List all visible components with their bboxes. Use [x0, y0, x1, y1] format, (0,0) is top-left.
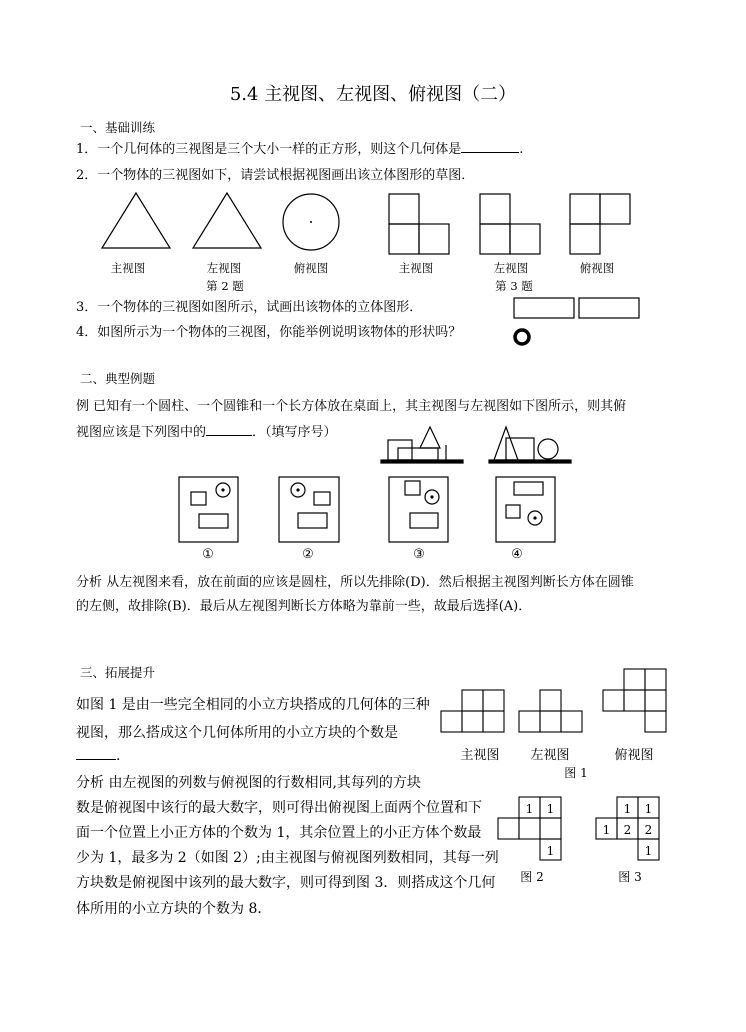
option-1-label: ①: [202, 547, 214, 562]
example-analysis-line-2: 的左侧，故排除(B)．最后从左视图判断长方体略为靠前一些，故最后选择(A)．: [76, 599, 532, 614]
question-1-end: .: [519, 142, 524, 157]
fig2-number: 1: [546, 802, 555, 816]
analysis-line-2: 数是俯视图中该行的最大数字，则可得出俯视图上面两个位置和下: [76, 800, 482, 816]
fig1-label-side: 左视图: [530, 748, 570, 763]
fig3-number: 2: [644, 823, 653, 837]
analysis-line-6: 体所用的小立方块的个数为 8．: [76, 901, 272, 917]
fig3-number: 1: [623, 802, 632, 816]
fig-label-top-2: 俯视图: [579, 261, 615, 275]
question-2: 2．一个物体的三视图如下，请尝试根据视图画出该立体图形的草图．: [76, 168, 475, 183]
fig1-front-view: [441, 690, 504, 732]
fig3-number: 1: [602, 823, 611, 837]
question-4: 4．如图所示为一个物体的三视图，你能举例说明该物体的形状吗？: [76, 325, 462, 340]
fig-label-top-1: 俯视图: [293, 261, 329, 275]
analysis-line-4: 少为 1，最多为 2（如图 2）;由主视图与俯视图列数相同，其每一列: [76, 850, 499, 866]
page-title: 5.4 主视图、左视图、俯视图（二）: [229, 84, 517, 105]
fig1-label-front: 主视图: [460, 748, 500, 763]
problem-line-3-end: .: [116, 748, 121, 764]
fig2-number: 1: [546, 844, 555, 858]
caption-question-3: 第 3 题: [495, 279, 533, 293]
fig1-side-view: [519, 690, 582, 732]
analysis-line-3: 面一个位置上小正方体的个数为 1，其余位置上的小正方体个数最: [76, 825, 482, 841]
example-line-2-end: ．（填写序号）: [252, 425, 337, 440]
option-3-label: ③: [413, 547, 425, 562]
fig3-number: 1: [644, 802, 653, 816]
fig3-caption: 图 3: [618, 870, 642, 884]
fig-label-front-2: 主视图: [398, 261, 434, 275]
fig1-caption: 图 1: [564, 766, 588, 780]
fig-label-side-1: 左视图: [206, 261, 242, 275]
option-2-label: ②: [302, 547, 314, 562]
example-line-1: 例 已知有一个圆柱、一个圆锥和一个长方体放在桌面上，其主视图与左视图如下图所示，则其俯: [76, 399, 627, 414]
fig3-number: 2: [623, 823, 632, 837]
analysis-line-1: 分析 由左视图的列数与俯视图的行数相同,其每列的方块: [76, 775, 421, 791]
fig1-top-view: [603, 669, 666, 732]
section-3-heading: 三、拓展提升: [80, 665, 156, 680]
example-analysis-line-1: 分析 从左视图来看，放在前面的应该是圆柱，所以先排除(D)．然后根据主视图判断长方体在圆锥: [76, 575, 634, 590]
question-1-text: 1．一个几何体的三视图是三个大小一样的正方形，则这个几何体是: [76, 142, 462, 157]
section-2-heading: 二、典型例题: [80, 371, 156, 386]
fig2-caption: 图 2: [520, 870, 544, 884]
problem-line-1: 如图 1 是由一些完全相同的小立方块搭成的几何体的三种: [76, 697, 430, 713]
section-1-heading: 一、基础训练: [80, 120, 156, 135]
caption-question-2: 第 2 题: [206, 279, 244, 293]
example-line-2-text: 视图应该是下列图中的: [76, 425, 207, 440]
question-3: 3．一个物体的三视图如图所示，试画出该物体的立体图形．: [76, 300, 423, 315]
problem-line-2: 视图，那么搭成这个几何体所用的小立方块的个数是: [76, 725, 398, 741]
fig-label-front-1: 主视图: [110, 261, 146, 275]
fig2-number: 1: [525, 802, 534, 816]
option-4-label: ④: [511, 547, 523, 562]
fig3-number: 1: [644, 844, 653, 858]
fig1-label-top: 俯视图: [614, 748, 654, 763]
analysis-line-5: 方块数是俯视图中该列的最大数字，则可得到图 3．则搭成这个几何: [76, 875, 496, 891]
fig-label-side-2: 左视图: [493, 261, 529, 275]
